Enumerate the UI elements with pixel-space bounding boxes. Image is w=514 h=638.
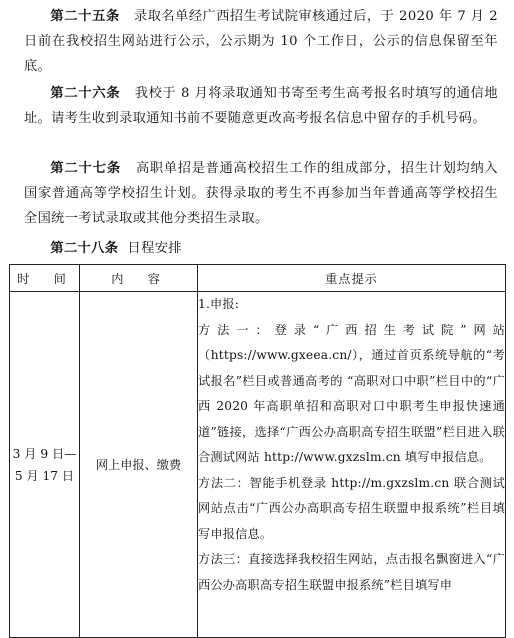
article-26-label: 第二十六条 [50,86,121,101]
article-25-text: 录取名单经广西招生考试院审核通过后，于 2020 年 7 月 2 日前在我校招生网站进行公示，公示期为 10 个工作日，公示的信息保留至年底。 [24,9,499,74]
row-time [10,292,80,638]
notes-method-3: 方法三：直接选择我校招生网站，点击报名飘窗进入“广西公办高职高专招生联盟申报系统”栏目填写申 [198,552,505,592]
header-notes: 重点提示 [198,265,506,292]
schedule-table [9,264,506,638]
row-time-line2: 5 月 17 日 [14,468,75,483]
article-27 [24,156,498,231]
article-28-heading [24,236,182,261]
article-26-text: 我校于 8 月将录取通知书寄至考生高考报名时填写的通信地址。请考生收到录取通知书前不要随意更改高考报名信息中留存的手机号码。 [24,86,498,126]
notes-method-1: 方法一：登录“广西招生考试院”网站（https://www.gxeea.cn/），通过首页系统导航的“考试报名”栏目或普通高考的 “高职对口中职”栏目中的“广西 2020 年高职单招和高职对口中职考生申报快速通道”链接，选择“广西公办高职高专招生联盟”栏目进入联合测试网站 http://www.gxzslm.cn 填写申报信息。 [198,322,505,464]
table-header-row [10,265,506,292]
row-content: 网上申报、缴费 [80,292,198,638]
row-notes [198,292,506,638]
header-content: 内 容 [80,265,198,292]
article-27-text: 高职单招是普通高校招生工作的组成部分，招生计划均纳入国家普通高等学校招生计划。获得录取的考生不再参加当年普通高等学校招生全国统一考试录取或其他分类招生录取。 [24,161,499,226]
article-28-label: 第二十八条 [50,241,119,256]
article-27-label: 第二十七条 [50,161,122,176]
row-time-line1: 3 月 9 日— [12,446,77,461]
article-25-label: 第二十五条 [50,9,120,24]
article-26 [24,81,498,131]
notes-heading: 1.申报: [198,297,240,311]
table-row [10,292,506,638]
header-time: 时 间 [10,265,80,292]
notes-method-2: 方法二：智能手机登录 http://m.gxzslm.cn 联合测试网站点击“广西公办高职高专招生联盟申报系统”栏目填写申报信息。 [198,475,505,541]
article-25 [24,4,498,79]
schedule-title: 日程安排 [127,241,182,256]
